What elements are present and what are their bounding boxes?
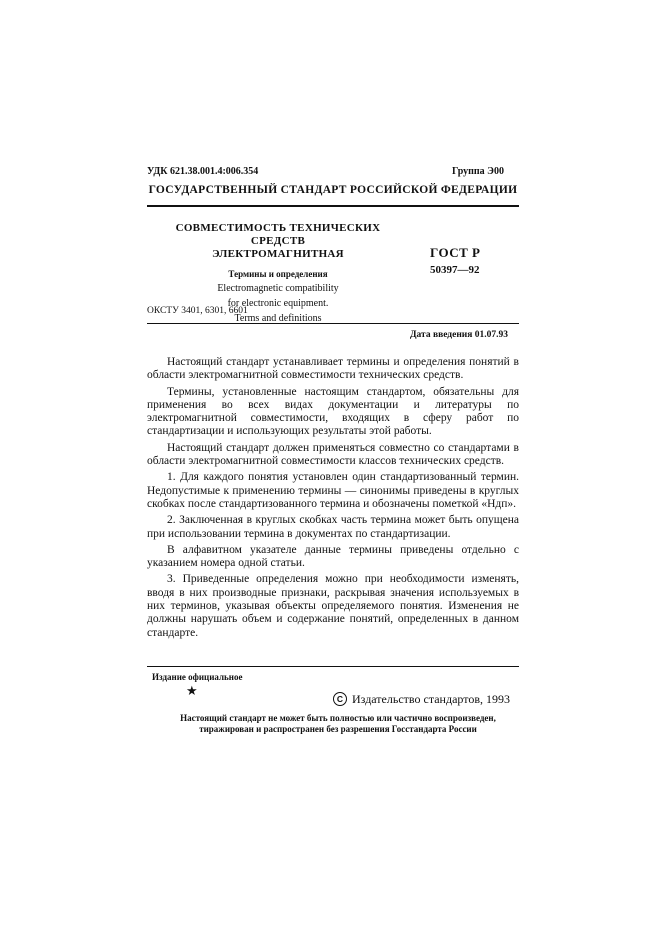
udk-code: УДК 621.38.001.4:006.354 xyxy=(147,166,259,177)
paragraph: Термины, установленные настоящим стандартом, обязательны для применения во всех видах документации и литературы по электромагнитной совместимости, входящих в сферу работ по стандартизации и использующих результаты этой работы. xyxy=(147,385,519,438)
title-ru-subtitle: Термины и определения xyxy=(228,269,328,279)
paragraph: Настоящий стандарт устанавливает термины и определения понятий в области электромагнитной совместимости технических средств. xyxy=(147,356,519,382)
introduction-date: Дата введения 01.07.93 xyxy=(410,330,509,340)
title-en-line3: Terms and definitions xyxy=(234,313,322,324)
notice-line2: тиражирован и распространен без разрешения Госстандарта России xyxy=(199,724,477,734)
copyright-icon: C xyxy=(333,692,347,706)
notice-line1: Настоящий стандарт не может быть полностью или частично воспроизведен, xyxy=(180,713,496,723)
copyright-line xyxy=(333,692,510,707)
official-edition-label: Издание официальное xyxy=(152,672,243,682)
paragraph: 3. Приведенные определения можно при необходимости изменять, вводя в них производные признаки, раскрывая значения используемых в них терминов, указывая объекты определяемого понятия. Изменения не должны нарушать объем и содержание понятий, определенных в данном стандарте. xyxy=(147,573,519,639)
paragraph: 2. Заключенная в круглых скобках часть термина может быть опущена при использовании термина в документах по стандартизации. xyxy=(147,514,519,540)
reproduction-notice xyxy=(152,713,524,735)
title-ru-line2: ЭЛЕКТРОМАГНИТНАЯ xyxy=(212,248,344,260)
title-ru-line1: СОВМЕСТИМОСТЬ ТЕХНИЧЕСКИХ СРЕДСТВ xyxy=(175,222,381,247)
middle-divider xyxy=(147,323,519,324)
paragraph: 1. Для каждого понятия установлен один стандартизованный термин. Недопустимые к применению термины — синонимы приведены в круглых скобках после стандартизованного термина и обозначены пометкой «Ндп». xyxy=(147,471,519,510)
paragraph: В алфавитном указателе данные термины приведены отдельно с указанием номера одной статьи. xyxy=(147,543,519,570)
title-en-line2: for electronic equipment. xyxy=(227,298,329,309)
standard-type-heading: ГОСУДАРСТВЕННЫЙ СТАНДАРТ РОССИЙСКОЙ ФЕДЕРАЦИИ xyxy=(148,184,518,196)
gost-number: 50397—92 xyxy=(430,264,480,276)
star-icon: ★ xyxy=(186,683,198,698)
copyright-text: Издательство стандартов, 1993 xyxy=(352,692,510,706)
gost-label: ГОСТ Р xyxy=(430,245,481,260)
group-code: Группа Э00 xyxy=(452,166,504,177)
title-en-line1: Electromagnetic compatibility xyxy=(217,283,339,294)
bottom-divider xyxy=(147,666,519,667)
body-text xyxy=(147,356,519,643)
top-divider xyxy=(147,205,519,207)
oksu-codes: ОКСТУ 3401, 6301, 6601 xyxy=(147,306,248,316)
paragraph: Настоящий стандарт должен применяться совместно со стандартами в области электромагнитной совместимости классов технических средств. xyxy=(147,441,519,468)
